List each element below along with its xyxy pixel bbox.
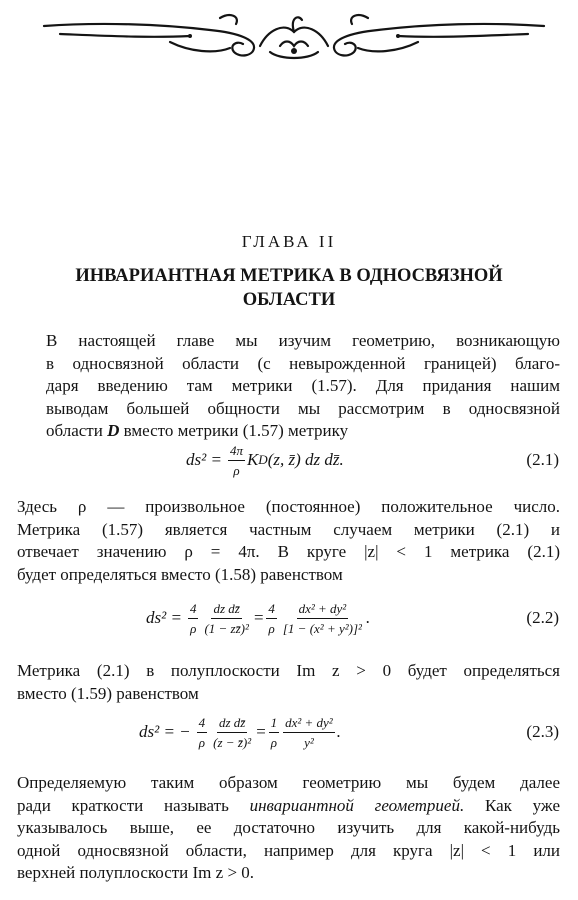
chapter-heading: ГЛАВА II (241, 232, 337, 251)
fraction-numerator: 4 (266, 599, 277, 619)
equation-formula (186, 432, 344, 488)
paragraph-half-plane (17, 660, 560, 705)
paragraph-line: даря введению там метрики (1.57). Для придания нашим (46, 376, 560, 395)
equation-2-3 (0, 704, 578, 760)
fraction-denominator: ρ (270, 734, 277, 750)
paragraph-line: В настоящей главе мы изучим геометрию, возникающую (46, 331, 560, 350)
equation-number: (2.2) (526, 608, 559, 627)
text-run: вместо метрики (1.57) метрику (119, 421, 349, 440)
fraction (197, 713, 208, 752)
equation-lhs: ds² = (146, 608, 182, 627)
fraction-denominator: ρ (198, 734, 206, 750)
domain-symbol: D (107, 421, 120, 440)
paragraph-intro (17, 330, 560, 443)
text-run: ради краткости называть (17, 795, 250, 815)
chapter-title (30, 264, 548, 312)
fraction (269, 713, 280, 752)
equation-lhs: ds² = − (139, 722, 191, 741)
fraction-numerator: 4 (197, 713, 208, 733)
fraction (281, 599, 364, 638)
paragraph-line: Определяемую таким образом геометрию мы будем далее (17, 773, 560, 792)
paragraph-rho (17, 496, 560, 586)
paragraph-line: Здесь ρ — произвольное (постоянное) положительное число. (17, 497, 560, 516)
fraction-denominator: (1 − zz̄)² (204, 620, 249, 636)
paragraph-line: Метрика (1.57) является частным случаем метрики (2.1) и (17, 519, 560, 539)
equation-formula (146, 590, 370, 646)
fraction-numerator: 4 (188, 599, 199, 619)
paragraph-invariant-geometry (17, 772, 560, 885)
equation-end: . (365, 608, 371, 627)
fraction-denominator: ρ (233, 462, 240, 478)
equation-number: (2.1) (526, 450, 559, 469)
equals-sign: = (252, 608, 265, 627)
fraction-denominator: ρ (190, 620, 197, 636)
fraction (202, 599, 250, 638)
decorative-ornament-header (40, 6, 548, 66)
fraction-numerator: dz dz̄ (211, 599, 241, 619)
fraction (188, 599, 199, 638)
fraction (228, 441, 245, 480)
equation-lhs: ds² = (186, 450, 222, 469)
fraction (211, 713, 253, 752)
equals-sign: = (255, 722, 267, 741)
equation-rhs: (z, z̄) dz dz̄. (267, 450, 344, 469)
fraction-numerator: dx² + dy² (297, 599, 349, 619)
kernel-subscript: D (258, 452, 268, 467)
equation-end: . (336, 722, 341, 741)
equation-2-2 (0, 590, 578, 646)
chapter-title-line-1: ИНВАРИАНТНАЯ МЕТРИКА В ОДНОСВЯЗНОЙ (75, 266, 503, 286)
paragraph-line: вместо (1.59) равенством (17, 683, 199, 703)
paragraph-line: в односвязной области (с невырожденной границей) благо- (46, 353, 560, 373)
fraction-numerator: dz dz̄ (217, 713, 247, 733)
chapter-title-line-2: ОБЛАСТИ (242, 290, 336, 310)
fraction-denominator: [1 − (x² + y²)]² (282, 620, 362, 636)
fraction-denominator: y² (304, 734, 314, 750)
fraction (283, 713, 335, 752)
fraction-denominator: ρ (268, 620, 275, 636)
emphasized-term: инвариантной геометрией. (249, 795, 465, 815)
fraction-numerator: dx² + dy² (283, 713, 335, 733)
paragraph-line: выводам большей общности мы рассмотрим в односвязной (46, 398, 560, 418)
equation-2-1 (0, 432, 578, 488)
paragraph-line: указывалось выше, ее достаточно изучить для какой-нибудь (17, 818, 560, 837)
equation-formula (139, 704, 341, 760)
paragraph-line: одной односвязной области, например для круга |z| < 1 или (17, 840, 560, 860)
fraction (266, 599, 277, 638)
paragraph-line: отвечает значению ρ = 4π. В круге |z| < 1 метрика (2.1) (17, 542, 560, 561)
fraction-numerator: 4π (228, 441, 245, 461)
text-run: Как уже (464, 795, 560, 815)
fraction-denominator: (z − z̄)² (213, 734, 252, 750)
paragraph-line: будет определяться вместо (1.58) равенством (17, 564, 343, 584)
paragraph-line: Метрика (2.1) в полуплоскости Im z > 0 будет определяться (17, 661, 560, 680)
paragraph-line (17, 795, 560, 818)
paragraph-line: верхней полуплоскости Im z > 0. (17, 863, 255, 882)
text-run: области (46, 421, 108, 440)
kernel-symbol: K (246, 450, 259, 469)
fraction-numerator: 1 (269, 713, 280, 733)
equation-number: (2.3) (526, 722, 559, 741)
